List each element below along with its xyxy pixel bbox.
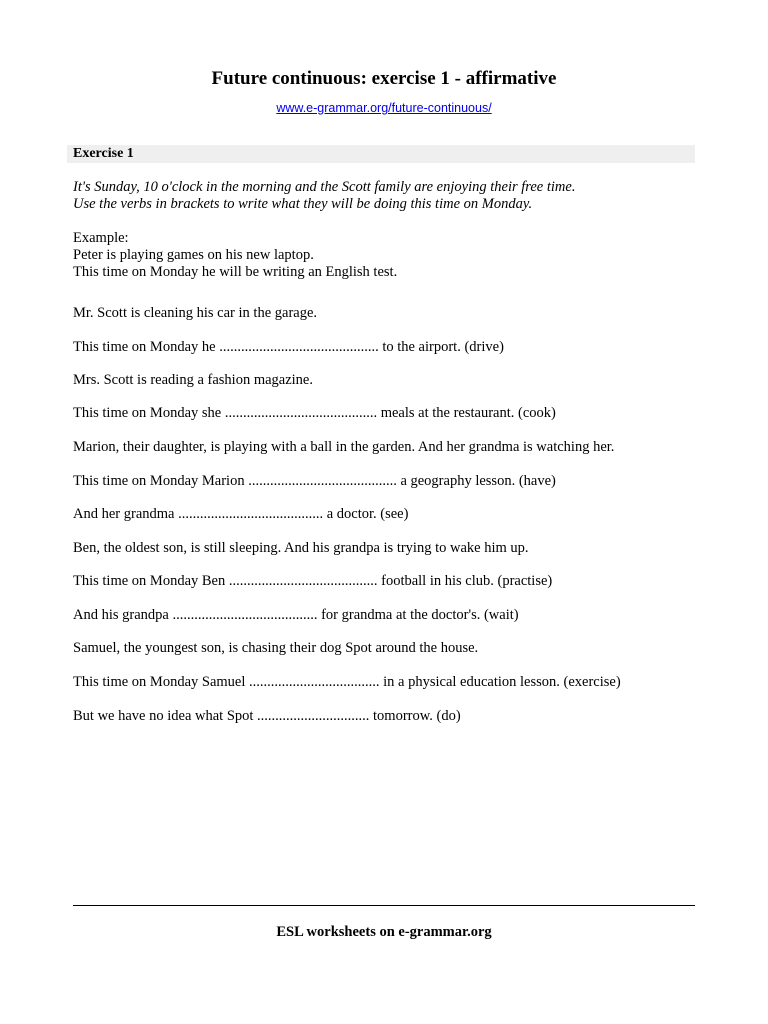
source-link[interactable]: www.e-grammar.org/future-continuous/ <box>276 101 492 115</box>
instruction-line-2: Use the verbs in brackets to write what they will be doing this time on Monday. <box>73 196 533 212</box>
exercise-line-6: This time on Monday Marion ......................................... a geography lesson. (have) <box>73 473 556 489</box>
exercise-line-13: But we have no idea what Spot ............................... tomorrow. (do) <box>73 708 461 724</box>
exercise-line-12: This time on Monday Samuel .................................... in a physical education lesson. (exercise) <box>73 674 621 690</box>
exercise-heading: Exercise 1 <box>67 145 695 163</box>
example-label: Example: <box>73 230 129 246</box>
exercise-line-7: And her grandma ........................................ a doctor. (see) <box>73 506 409 522</box>
exercise-line-11: Samuel, the youngest son, is chasing their dog Spot around the house. <box>73 640 479 656</box>
exercise-line-4: This time on Monday she .......................................... meals at the restaurant. (cook) <box>73 405 556 421</box>
exercise-line-2: This time on Monday he ............................................ to the airport. (drive) <box>73 339 504 355</box>
instruction-line-1: It's Sunday, 10 o'clock in the morning and the Scott family are enjoying their free time. <box>73 179 576 195</box>
exercise-line-8: Ben, the oldest son, is still sleeping. And his grandpa is trying to wake him up. <box>73 540 529 556</box>
footer-text: ESL worksheets on e-grammar.org <box>276 924 492 940</box>
exercise-line-3: Mrs. Scott is reading a fashion magazine. <box>73 372 313 388</box>
exercise-line-10: And his grandpa ........................................ for grandma at the doctor's. (wait) <box>73 607 519 623</box>
footer-divider <box>73 905 695 906</box>
exercise-line-1: Mr. Scott is cleaning his car in the garage. <box>73 305 318 321</box>
page-title: Future continuous: exercise 1 - affirmative <box>211 68 557 89</box>
example-sentence: Peter is playing games on his new laptop. <box>73 247 314 263</box>
exercise-line-5: Marion, their daughter, is playing with a ball in the garden. And her grandma is watching her. <box>73 439 615 455</box>
exercise-line-9: This time on Monday Ben ......................................... football in his club. (practise) <box>73 573 553 589</box>
example-answer: This time on Monday he will be writing an English test. <box>73 264 398 280</box>
